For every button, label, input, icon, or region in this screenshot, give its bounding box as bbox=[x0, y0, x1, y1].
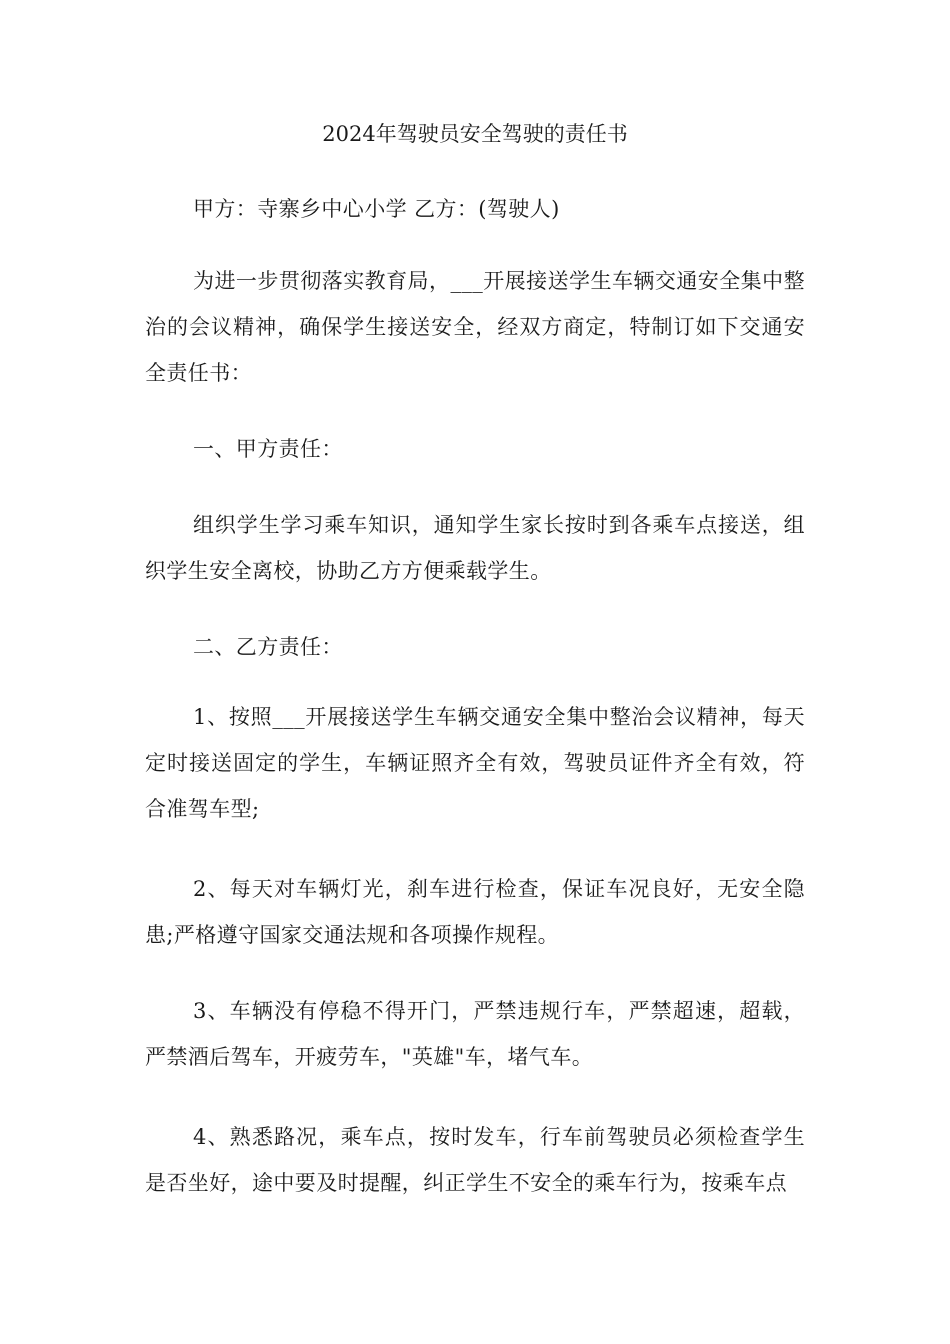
section2-item-3: 3、车辆没有停稳不得开门，严禁违规行车，严禁超速，超载，严禁酒后驾车，开疲劳车，"英雄"车，堵气车。 bbox=[145, 999, 805, 1069]
document-title: 2024年驾驶员安全驾驶的责任书 bbox=[322, 122, 628, 146]
intro-paragraph: 为进一步贯彻落实教育局，___开展接送学生车辆交通安全集中整治的会议精神，确保学生接送安全，经双方商定，特制订如下交通安全责任书： bbox=[145, 269, 805, 385]
section2-heading: 二、乙方责任： bbox=[193, 635, 343, 659]
section1-heading: 一、甲方责任： bbox=[193, 437, 343, 461]
section1-body: 组织学生学习乘车知识，通知学生家长按时到各乘车点接送，组织学生安全离校，协助乙方方便乘载学生。 bbox=[145, 513, 805, 583]
section2-item-2: 2、每天对车辆灯光，刹车进行检查，保证车况良好，无安全隐患;严格遵守国家交通法规和各项操作规程。 bbox=[145, 877, 805, 947]
section2-item-1: 1、按照___开展接送学生车辆交通安全集中整治会议精神，每天定时接送固定的学生，车辆证照齐全有效，驾驶员证件齐全有效，符合准驾车型; bbox=[145, 705, 805, 821]
parties-line: 甲方：寺寨乡中心小学 乙方：(驾驶人) bbox=[193, 197, 560, 221]
section2-item-4: 4、熟悉路况，乘车点，按时发车，行车前驾驶员必须检查学生是否坐好，途中要及时提醒，纠正学生不安全的乘车行为，按乘车点 bbox=[145, 1125, 805, 1195]
